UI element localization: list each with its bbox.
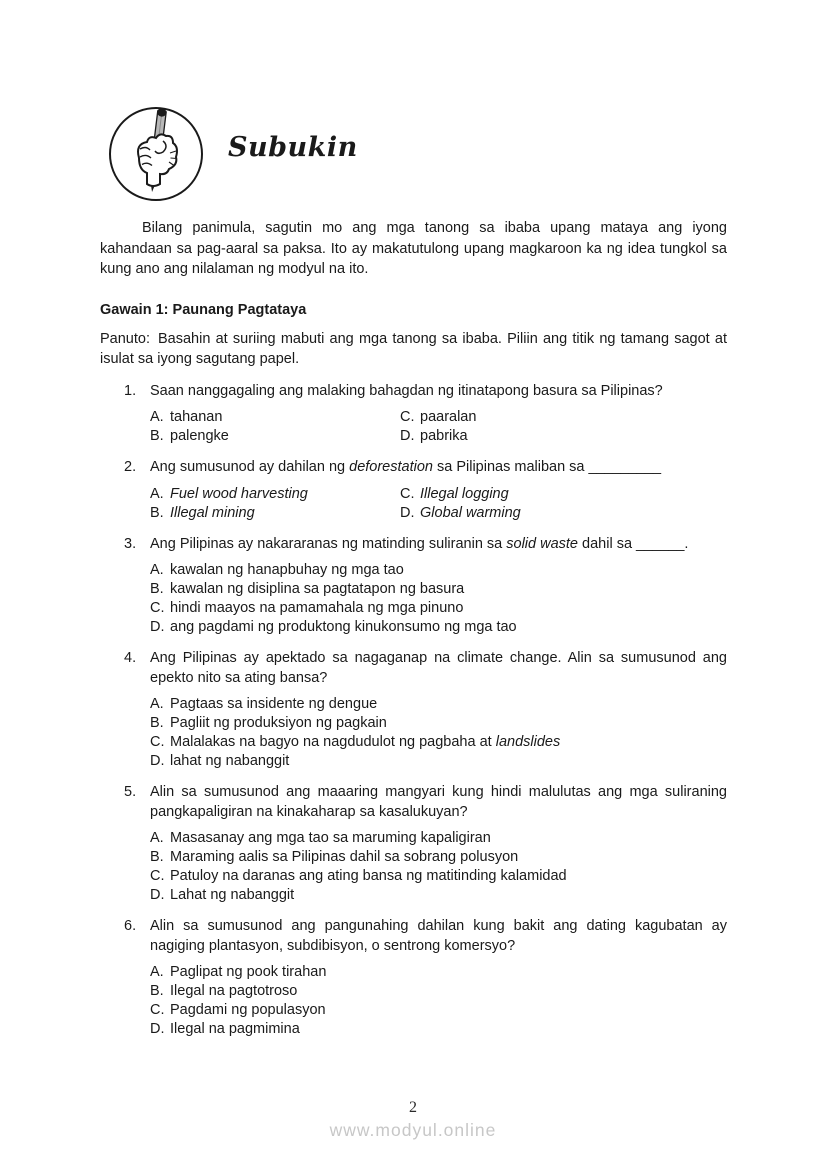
question-text: Alin sa sumusunod ang maaaring mangyari kung hindi malulutas ang mga suliraning pangkapaligiran na kinakaharap sa kasalukuyan? (150, 784, 727, 820)
option-item: D. Global warming (400, 504, 521, 521)
option-letter: B. (150, 504, 164, 521)
option-item: D. Ilegal na pagmimina (150, 1021, 300, 1037)
option-letter: B. (150, 715, 164, 731)
options-list (150, 485, 727, 523)
option-letter: D. (150, 619, 165, 635)
option-item: D. lahat ng nabanggit (150, 753, 290, 769)
question-item (100, 535, 727, 638)
question-number: 1. (124, 382, 137, 399)
option-letter: A. (150, 830, 164, 846)
question-item (100, 458, 727, 523)
question-text: Ang Pilipinas ay nakararanas ng matinding suliranin sa solid waste dahil sa ______. (150, 535, 689, 552)
page-title: Subukin (228, 131, 358, 163)
option-letter: D. (150, 753, 165, 769)
option-item: A. Masasanay ang mga tao sa maruming kapaligiran (150, 830, 491, 846)
question-item (100, 917, 727, 1039)
watermark: www.modyul.online (329, 1120, 497, 1140)
option-item: C. Patuloy na daranas ang ating bansa ng matitinding kalamidad (150, 868, 567, 884)
option-letter: B. (150, 428, 164, 444)
hand-pencil-icon (106, 102, 206, 206)
option-item: B. kawalan ng disiplina sa pagtatapon ng basura (150, 581, 465, 597)
questions-list (100, 382, 727, 1040)
option-item: B. Pagliit ng produksiyon ng pagkain (150, 715, 387, 731)
option-letter: A. (150, 696, 164, 712)
option-item: D. Lahat ng nabanggit (150, 887, 295, 903)
module-header (100, 102, 727, 206)
option-letter: C. (400, 409, 415, 425)
intro-paragraph: Bilang panimula, sagutin mo ang mga tanong sa ibaba upang mataya ang iyong kahandaan sa pag-aaral sa paksa. Ito ay makatutulong upang magkaroon ka ng idea tungkol sa kung ano ang nilalaman ng modyul na ito. (100, 220, 727, 277)
question-number: 6. (124, 918, 137, 934)
option-letter: D. (150, 887, 165, 903)
option-item: D. pabrika (400, 428, 468, 444)
options-list (150, 695, 727, 771)
options-list (150, 963, 727, 1039)
option-letter: D. (400, 504, 415, 521)
option-item: C. hindi maayos na pamamahala ng mga pinuno (150, 600, 464, 616)
option-letter: A. (150, 964, 164, 980)
option-letter: C. (150, 1002, 165, 1018)
option-item: B. Illegal mining (150, 504, 255, 521)
question-text: Alin sa sumusunod ang pangunahing dahilan kung bakit ang dating kagubatan ay nagiging plantasyon, subdibisyon, o sentrong komersyo? (150, 918, 727, 954)
option-letter: D. (400, 428, 415, 444)
option-letter: A. (150, 562, 164, 578)
option-item: A. Pagtaas sa insidente ng dengue (150, 696, 378, 712)
question-number: 2. (124, 459, 137, 475)
option-item: A. tahanan (150, 409, 223, 425)
question-number: 3. (124, 535, 137, 552)
option-item: A. kawalan ng hanapbuhay ng mga tao (150, 562, 404, 578)
option-item: A. Fuel wood harvesting (150, 485, 308, 502)
option-item: C. Illegal logging (400, 485, 509, 502)
options-list (150, 829, 727, 905)
activity-heading: Gawain 1: Paunang Pagtataya (100, 301, 307, 318)
option-letter: C. (150, 600, 165, 616)
option-letter: C. (150, 734, 165, 750)
option-letter: B. (150, 849, 164, 865)
option-letter: B. (150, 581, 164, 597)
question-text: Ang Pilipinas ay apektado sa nagaganap na climate change. Alin sa sumusunod ang epekto nito sa ating bansa? (150, 650, 727, 686)
option-item: C. Pagdami ng populasyon (150, 1002, 326, 1018)
question-text: Ang sumusunod ay dahilan ng deforestation sa Pilipinas maliban sa _________ (150, 459, 662, 475)
question-item (100, 783, 727, 905)
option-item: C. Malalakas na bagyo na nagdudulot ng pagbaha at landslides (150, 734, 561, 750)
option-item: B. palengke (150, 428, 229, 444)
option-item: B. Ilegal na pagtotroso (150, 983, 298, 999)
question-item (100, 649, 727, 771)
option-letter: A. (150, 409, 164, 425)
option-letter: A. (150, 485, 164, 502)
instruction-text: Basahin at suriing mabuti ang mga tanong sa ibaba. Piliin ang titik ng tamang sagot at isulat sa iyong sagutang papel. (100, 330, 727, 367)
activity-instruction (100, 329, 727, 370)
options-list (150, 561, 727, 637)
page-number: 2 (409, 1099, 417, 1116)
question-number: 4. (124, 650, 137, 666)
page-footer (0, 1099, 826, 1141)
instruction-label: Panuto: (100, 330, 150, 347)
option-item: C. paaralan (400, 409, 477, 425)
option-item: A. Paglipat ng pook tirahan (150, 964, 327, 980)
question-number: 5. (124, 784, 137, 800)
question-item (100, 382, 727, 447)
option-item: B. Maraming aalis sa Pilipinas dahil sa sobrang polusyon (150, 849, 519, 865)
options-list (150, 408, 727, 446)
option-letter: C. (400, 485, 415, 502)
option-item: D. ang pagdami ng produktong kinukonsumo ng mga tao (150, 619, 517, 635)
question-text: Saan nanggagaling ang malaking bahagdan ng itinatapong basura sa Pilipinas? (150, 382, 663, 399)
option-letter: B. (150, 983, 164, 999)
option-letter: C. (150, 868, 165, 884)
option-letter: D. (150, 1021, 165, 1037)
